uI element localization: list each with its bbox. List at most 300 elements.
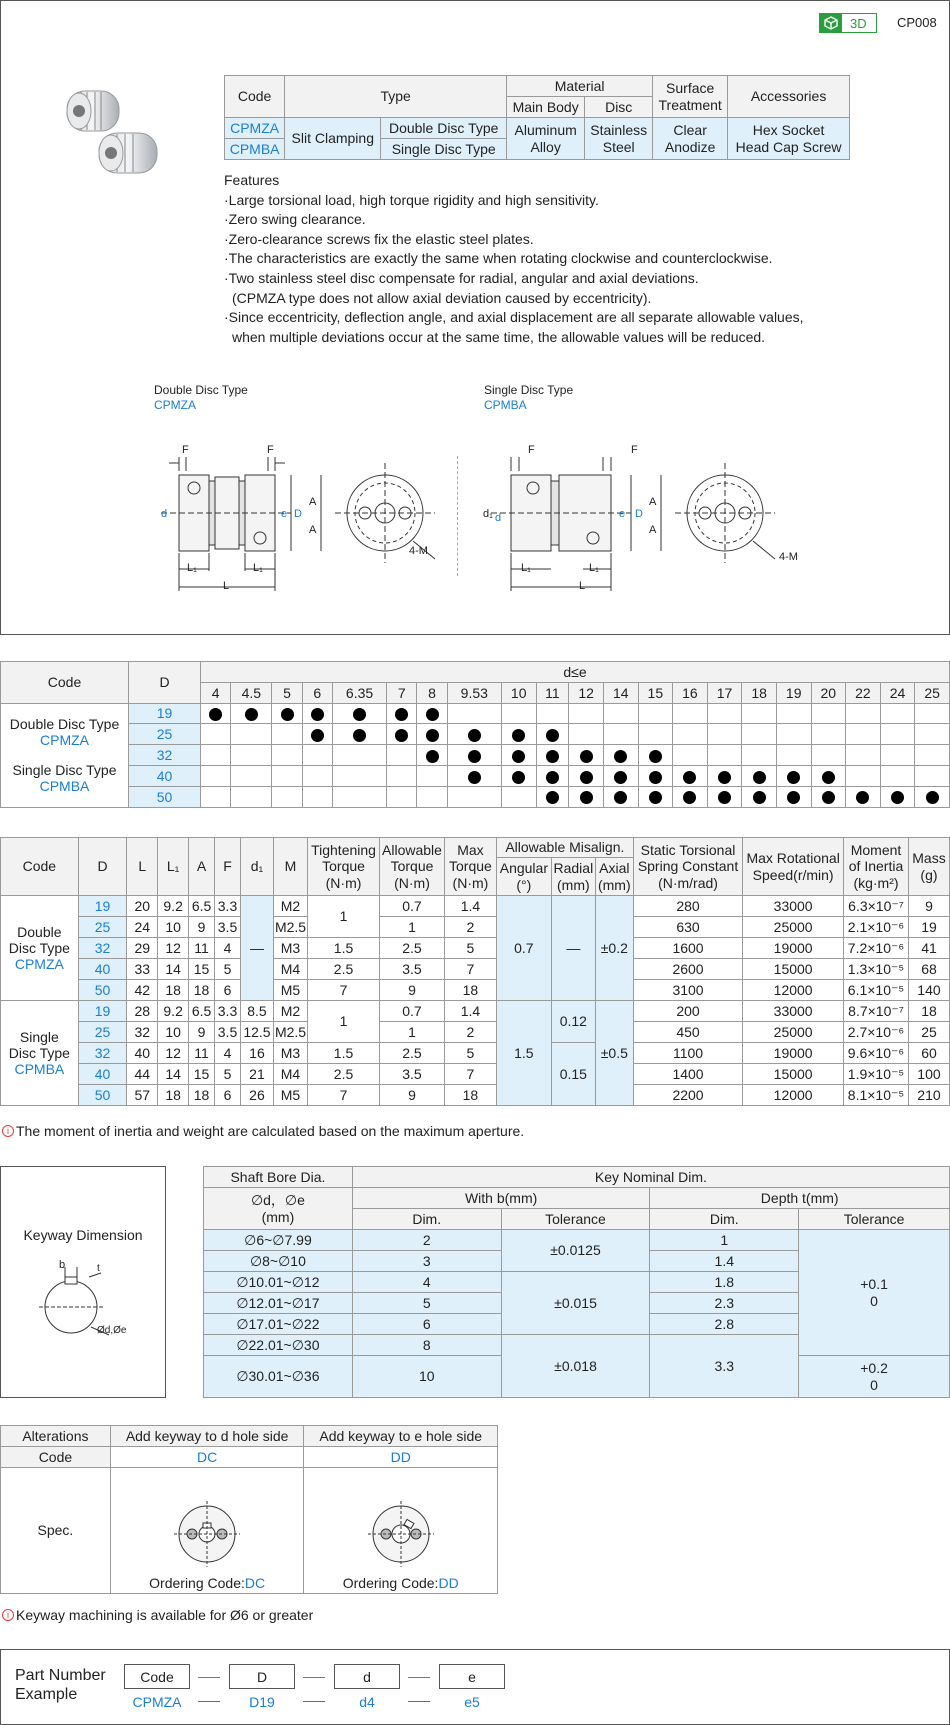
compat-de-header: d≤e: [201, 662, 950, 683]
keyway-title: Keyway Dimension: [23, 1227, 143, 1243]
features-list: [224, 171, 804, 347]
dim-cell: 7: [308, 1085, 380, 1106]
dim-cell: 7: [308, 980, 380, 1001]
dim-D-value[interactable]: 40: [78, 959, 127, 980]
kw-t: 1.4: [650, 1251, 799, 1272]
pn-d-value: D19: [249, 1694, 275, 1710]
single-disc-label: Single Disc Type CPMBA: [484, 383, 574, 412]
compat-cell: [387, 724, 417, 745]
compat-cell: [332, 786, 386, 807]
dim-cell: 4: [215, 938, 241, 959]
dim-cell: 4: [215, 1043, 241, 1064]
pn-e-value: e5: [464, 1694, 480, 1710]
available-dot: [753, 771, 766, 784]
dim-cell: 3.5: [215, 917, 241, 938]
available-dot: [468, 750, 481, 763]
kw-width-header: With b(mm): [352, 1188, 650, 1209]
spec-surface-header: Surface Treatment: [653, 76, 728, 118]
kw-dim-header: Dim.: [352, 1209, 501, 1230]
compat-cell: [272, 745, 302, 766]
dim-cell: 21: [240, 1064, 273, 1085]
coupling-bottom: [99, 133, 157, 173]
inertia-note: i The moment of inertia and weight are calculated based on the maximum aperture.: [2, 1123, 524, 1139]
pn-dash: [198, 1701, 220, 1702]
dim-label: L: [223, 580, 230, 592]
compat-cell: [569, 724, 604, 745]
double-disc-label: Double Disc Type CPMZA: [154, 383, 248, 412]
dim-cell: 15: [189, 959, 215, 980]
dim-cell: 2.7×10⁻⁶: [844, 1022, 909, 1043]
alt-code-dd[interactable]: DD: [304, 1447, 498, 1468]
dim-A-header: A: [189, 838, 215, 896]
dim-cell: —: [240, 896, 273, 1001]
compat-cell: [673, 703, 708, 724]
compat-cell: [915, 745, 950, 766]
dim-M-header: M: [273, 838, 307, 896]
compat-cell: [846, 745, 881, 766]
dim-cell: 33000: [743, 896, 844, 917]
available-dot: [580, 771, 593, 784]
available-dot: [546, 771, 559, 784]
dim-cell: 19000: [743, 1043, 844, 1064]
compat-size-header: 17: [707, 682, 742, 703]
compat-cell: [776, 765, 811, 786]
dim-cell: 9: [380, 980, 445, 1001]
dim-cell: 5: [444, 1043, 496, 1064]
dim-cell: 28: [127, 1001, 158, 1022]
dim-mass-header: Mass (g): [908, 838, 949, 896]
dim-cell: ±0.5: [595, 1001, 633, 1106]
dim-cell: 1.5: [308, 938, 380, 959]
compat-size-header: 10: [501, 682, 536, 703]
info-icon: i: [2, 1609, 14, 1621]
dim-label: L₁: [521, 562, 531, 574]
spec-main-body-header: Main Body: [507, 97, 585, 118]
compat-size-header: 6: [302, 682, 332, 703]
compat-d-value[interactable]: 25: [129, 724, 201, 745]
kw-range: ∅17.01~∅22: [204, 1314, 353, 1335]
svg-text:Ød,Øe: Ød,Øe: [97, 1325, 127, 1336]
kw-b: 3: [352, 1251, 501, 1272]
available-dot: [580, 750, 593, 763]
compat-cell: [201, 765, 231, 786]
dim-cell: 140: [908, 980, 949, 1001]
dim-cell: 1400: [633, 1064, 742, 1085]
dim-cell: 12: [158, 1043, 189, 1064]
kw-range: ∅30.01~∅36: [204, 1356, 353, 1398]
dim-cell: 2600: [633, 959, 742, 980]
single-disc-drawing: [471, 441, 811, 601]
compat-cell: [811, 724, 846, 745]
compat-d-value[interactable]: 32: [129, 745, 201, 766]
compat-cell: [742, 724, 777, 745]
dim-cell: 11: [189, 1043, 215, 1064]
pn-dash: [408, 1677, 430, 1678]
dim-cell: 2: [444, 917, 496, 938]
compat-d-header: D: [129, 662, 201, 704]
compat-cell: [880, 745, 915, 766]
compat-cell: [417, 724, 447, 745]
dim-D-value[interactable]: 25: [78, 917, 127, 938]
keyway-e-icon: [366, 1499, 436, 1569]
compat-cell: [387, 703, 417, 724]
dim-cell: 0.7: [380, 1001, 445, 1022]
alt-header: Alterations: [1, 1426, 111, 1447]
dim-D-value[interactable]: 32: [78, 938, 127, 959]
feature-item: ·The characteristics are exactly the same when rotating clockwise and counterclockwise.: [224, 250, 773, 267]
compat-row: [1, 786, 950, 807]
available-dot: [353, 708, 366, 721]
dim-D-value[interactable]: 19: [78, 1001, 127, 1022]
dim-cell: 6.5: [189, 1001, 215, 1022]
available-dot: [822, 791, 835, 804]
dim-cell: 15: [189, 1064, 215, 1085]
available-dot: [614, 771, 627, 784]
alt-spec-dd: Ordering Code:DD: [304, 1468, 498, 1594]
dim-row: [1, 917, 950, 938]
available-dot: [311, 729, 324, 742]
compat-cell: [742, 745, 777, 766]
spec-subtype: Single Disc Type: [381, 139, 507, 160]
feature-item: ·Two stainless steel disc compensate for radial, angular and axial deviations.: [224, 269, 699, 286]
dim-group-cell: Single Disc Type CPMBA: [1, 1001, 79, 1106]
dim-label: A: [309, 496, 317, 508]
dim-cell: 1100: [633, 1043, 742, 1064]
dim-row: [1, 980, 950, 1001]
dim-cell: 8.1×10⁻⁵: [844, 1085, 909, 1106]
compat-cell: [536, 786, 569, 807]
compat-size-header: 7: [387, 682, 417, 703]
dim-cell: 33000: [743, 1001, 844, 1022]
available-dot: [718, 771, 731, 784]
dim-cell: 15000: [743, 959, 844, 980]
order-code-dd[interactable]: DD: [438, 1574, 459, 1591]
dim-spring-header: Static Torsional Spring Constant (N·m/rad): [633, 838, 742, 896]
compat-cell: [673, 724, 708, 745]
compat-cell: [417, 786, 447, 807]
spec-surface-value: Clear Anodize: [653, 118, 728, 160]
dim-cell: 0.15: [551, 1043, 595, 1106]
dim-inertia-header: Moment of Inertia (kg·m²): [844, 838, 909, 896]
dim-tight-header: Tightening Torque (N·m): [308, 838, 380, 896]
dim-D-value[interactable]: 50: [78, 980, 127, 1001]
dim-cell: M5: [273, 1085, 307, 1106]
dim-cell: 6.3×10⁻⁷: [844, 896, 909, 917]
dim-row: [1, 1064, 950, 1085]
available-dot: [209, 708, 222, 721]
dim-D-value[interactable]: 32: [78, 1043, 127, 1064]
available-dot: [353, 729, 366, 742]
dim-row: [1, 938, 950, 959]
compat-d-value[interactable]: 19: [129, 703, 201, 724]
compat-cell: [846, 786, 881, 807]
alt-code-dc[interactable]: DC: [110, 1447, 304, 1468]
available-dot: [426, 708, 439, 721]
available-dot: [512, 729, 525, 742]
info-icon: i: [2, 1125, 14, 1137]
compat-cell: [915, 765, 950, 786]
dim-cell: 6: [215, 980, 241, 1001]
dim-angular-header: Angular (°): [496, 858, 551, 896]
dim-radial-header: Radial (mm): [551, 858, 595, 896]
dim-cell: 6.1×10⁻⁵: [844, 980, 909, 1001]
available-dot: [822, 771, 835, 784]
compat-cell: [332, 724, 386, 745]
kw-t: 1.8: [650, 1272, 799, 1293]
dim-D-value[interactable]: 19: [78, 896, 127, 917]
dim-row: [1, 959, 950, 980]
pn-dash: [303, 1677, 325, 1678]
compat-cell: [231, 765, 272, 786]
compat-size-header: 8: [417, 682, 447, 703]
dim-label: L: [579, 580, 586, 592]
dim-D-value[interactable]: 40: [78, 1064, 127, 1085]
dim-cell: 12: [158, 938, 189, 959]
dim-axial-header: Axial (mm): [595, 858, 633, 896]
available-dot: [683, 791, 696, 804]
dim-cell: —: [551, 896, 595, 1001]
part-number-title: Part Number Example: [15, 1667, 106, 1703]
compat-size-header: 25: [915, 682, 950, 703]
spec-type-main: Slit Clamping: [285, 118, 381, 160]
available-dot: [311, 708, 324, 721]
spec-code-link[interactable]: CPMZA: [225, 118, 285, 139]
compat-cell: [387, 745, 417, 766]
available-dot: [395, 708, 408, 721]
spec-table: [224, 75, 850, 160]
dim-group-cell: Double Disc Type CPMZA: [1, 896, 79, 1001]
dim-cell: 2.1×10⁻⁶: [844, 917, 909, 938]
compat-cell: [569, 786, 604, 807]
dim-cell: 14: [158, 1064, 189, 1085]
compat-cell: [603, 765, 638, 786]
dim-cell: 5: [215, 1064, 241, 1085]
dim-cell: 18: [158, 1085, 189, 1106]
available-dot: [546, 750, 559, 763]
compat-d-value[interactable]: 40: [129, 765, 201, 786]
compat-row: [1, 745, 950, 766]
compat-cell: [569, 745, 604, 766]
dim-cell: 18: [158, 980, 189, 1001]
dim-D-value[interactable]: 25: [78, 1022, 127, 1043]
compat-cell: [915, 703, 950, 724]
compat-cell: [915, 724, 950, 745]
keyway-diagram: [29, 1259, 149, 1339]
dim-cell: 2.5: [380, 1043, 445, 1064]
dim-label: L₁: [253, 562, 263, 574]
available-dot: [546, 791, 559, 804]
dim-label: F: [631, 444, 638, 456]
available-dot: [614, 791, 627, 804]
kw-t: 2.3: [650, 1293, 799, 1314]
alt-e-header: Add keyway to e hole side: [304, 1426, 498, 1447]
available-dot: [512, 750, 525, 763]
kw-t: 2.8: [650, 1314, 799, 1335]
compat-d-value[interactable]: 50: [129, 786, 201, 807]
dim-cell: 18: [908, 1001, 949, 1022]
compat-size-header: 9.53: [447, 682, 501, 703]
compat-cell: [707, 703, 742, 724]
feature-item: when multiple deviations occur at the same time, the allowable values will be reduced.: [232, 328, 766, 345]
dim-cell: 2.5: [380, 938, 445, 959]
pn-e-box: e: [439, 1664, 505, 1689]
compat-cell: [332, 765, 386, 786]
available-dot: [395, 729, 408, 742]
compat-cell: [231, 786, 272, 807]
dim-cell: 6: [215, 1085, 241, 1106]
compat-cell: [501, 724, 536, 745]
compat-cell: [332, 703, 386, 724]
compat-row: [1, 703, 950, 724]
compat-cell: [811, 786, 846, 807]
compat-cell: [272, 724, 302, 745]
available-dot: [426, 729, 439, 742]
compat-cell: [272, 703, 302, 724]
dim-cell: 9.2: [158, 896, 189, 917]
dim-label: e: [619, 508, 626, 520]
dim-label: L₁: [187, 562, 197, 574]
dim-D-value[interactable]: 50: [78, 1085, 127, 1106]
dim-L-header: L: [127, 838, 158, 896]
compat-cell: [776, 745, 811, 766]
feature-item: (CPMZA type does not allow axial deviation caused by eccentricity).: [232, 289, 652, 306]
compat-cell: [603, 786, 638, 807]
dim-label: D: [635, 508, 643, 520]
kw-b: 2: [352, 1230, 501, 1251]
dim-cell: 2: [444, 1022, 496, 1043]
dim-cell: 44: [127, 1064, 158, 1085]
compat-size-header: 24: [880, 682, 915, 703]
dim-label: F: [267, 444, 274, 456]
dim-label: F: [528, 444, 535, 456]
available-dot: [683, 771, 696, 784]
dim-max-header: Max Torque (N·m): [444, 838, 496, 896]
alt-d-header: Add keyway to d hole side: [110, 1426, 304, 1447]
dim-label: A: [649, 524, 657, 536]
dim-F-header: F: [215, 838, 241, 896]
dim-cell: 18: [444, 980, 496, 1001]
dim-cell: 32: [127, 1022, 158, 1043]
order-code-dc[interactable]: DC: [244, 1574, 266, 1591]
3d-view-button[interactable]: [819, 13, 877, 33]
dim-misalign-header: Allowable Misalign.: [496, 838, 633, 858]
compat-cell: [272, 786, 302, 807]
dim-label: F: [182, 444, 189, 456]
dim-cell: 60: [908, 1043, 949, 1064]
dim-cell: 9.2: [158, 1001, 189, 1022]
available-dot: [614, 750, 627, 763]
dim-cell: 16: [240, 1043, 273, 1064]
pn-dash: [198, 1677, 220, 1678]
spec-code-link[interactable]: CPMBA: [225, 139, 285, 160]
dim-cell: 11: [189, 938, 215, 959]
dim-cell: 0.7: [380, 896, 445, 917]
compat-group-cell: Double Disc Type CPMZA Single Disc Type CPMBA: [1, 703, 129, 807]
dim-label: d: [495, 512, 502, 524]
dim-cell: 1.5: [496, 1001, 551, 1106]
available-dot: [856, 791, 869, 804]
keyway-table: [203, 1166, 950, 1398]
dim-cell: 3.5: [380, 959, 445, 980]
dim-cell: 3.5: [380, 1064, 445, 1085]
dim-cell: 1600: [633, 938, 742, 959]
compat-cell: [447, 703, 501, 724]
dim-cell: 280: [633, 896, 742, 917]
dim-label: A: [309, 524, 317, 536]
dim-row: [1, 1001, 950, 1022]
compat-cell: [201, 724, 231, 745]
spec-subtype: Double Disc Type: [381, 118, 507, 139]
compat-cell: [846, 765, 881, 786]
dim-label: d: [161, 508, 168, 520]
dim-cell: 5: [215, 959, 241, 980]
dim-cell: 1: [380, 917, 445, 938]
dim-cell: 18: [189, 1085, 215, 1106]
dim-cell: 630: [633, 917, 742, 938]
compat-cell: [231, 745, 272, 766]
compat-cell: [501, 765, 536, 786]
compat-cell: [536, 724, 569, 745]
feature-item: ·Zero-clearance screws fix the elastic steel plates.: [224, 230, 534, 247]
compat-cell: [231, 703, 272, 724]
available-dot: [718, 791, 731, 804]
dim-cell: 0.7: [496, 896, 551, 1001]
dim-cell: M2: [273, 1001, 307, 1022]
compat-cell: [447, 724, 501, 745]
compat-size-header: 6.35: [332, 682, 386, 703]
compat-cell: [417, 703, 447, 724]
available-dot: [468, 771, 481, 784]
kw-dim-header: Dim.: [650, 1209, 799, 1230]
dim-cell: 9.6×10⁻⁶: [844, 1043, 909, 1064]
dim-label: 4-M: [409, 545, 428, 557]
compat-size-header: 4: [201, 682, 231, 703]
dim-L1-header: L₁: [158, 838, 189, 896]
compat-cell: [231, 724, 272, 745]
compat-cell: [673, 765, 708, 786]
pn-code-box: Code: [124, 1664, 190, 1689]
compat-cell: [201, 745, 231, 766]
compat-cell: [501, 703, 536, 724]
compat-size-header: 15: [638, 682, 673, 703]
dim-cell: 19: [908, 917, 949, 938]
dim-cell: M5: [273, 980, 307, 1001]
pn-d-bore-value: d4: [359, 1694, 375, 1710]
compat-cell: [638, 786, 673, 807]
dim-row: [1, 1085, 950, 1106]
compat-cell: [880, 765, 915, 786]
dim-D-header: D: [78, 838, 127, 896]
dim-cell: M2: [273, 896, 307, 917]
3d-label: 3D: [850, 15, 867, 31]
dim-cell: 1.5: [308, 1043, 380, 1064]
dim-code-header: Code: [1, 838, 79, 896]
compat-size-header: 12: [569, 682, 604, 703]
dim-label: L₁: [589, 562, 599, 574]
alt-spec-label: Spec.: [1, 1468, 111, 1594]
compat-cell: [417, 765, 447, 786]
compat-cell: [776, 786, 811, 807]
compat-cell: [603, 724, 638, 745]
compat-size-header: 16: [673, 682, 708, 703]
dim-cell: 25000: [743, 917, 844, 938]
available-dot: [468, 729, 481, 742]
dim-label: D: [294, 508, 302, 520]
dim-cell: 12.5: [240, 1022, 273, 1043]
dim-cell: 25: [908, 1022, 949, 1043]
feature-item: ·Since eccentricity, deflection angle, and axial displacement are all separate allowable values,: [224, 309, 804, 326]
product-overview: [0, 0, 950, 635]
